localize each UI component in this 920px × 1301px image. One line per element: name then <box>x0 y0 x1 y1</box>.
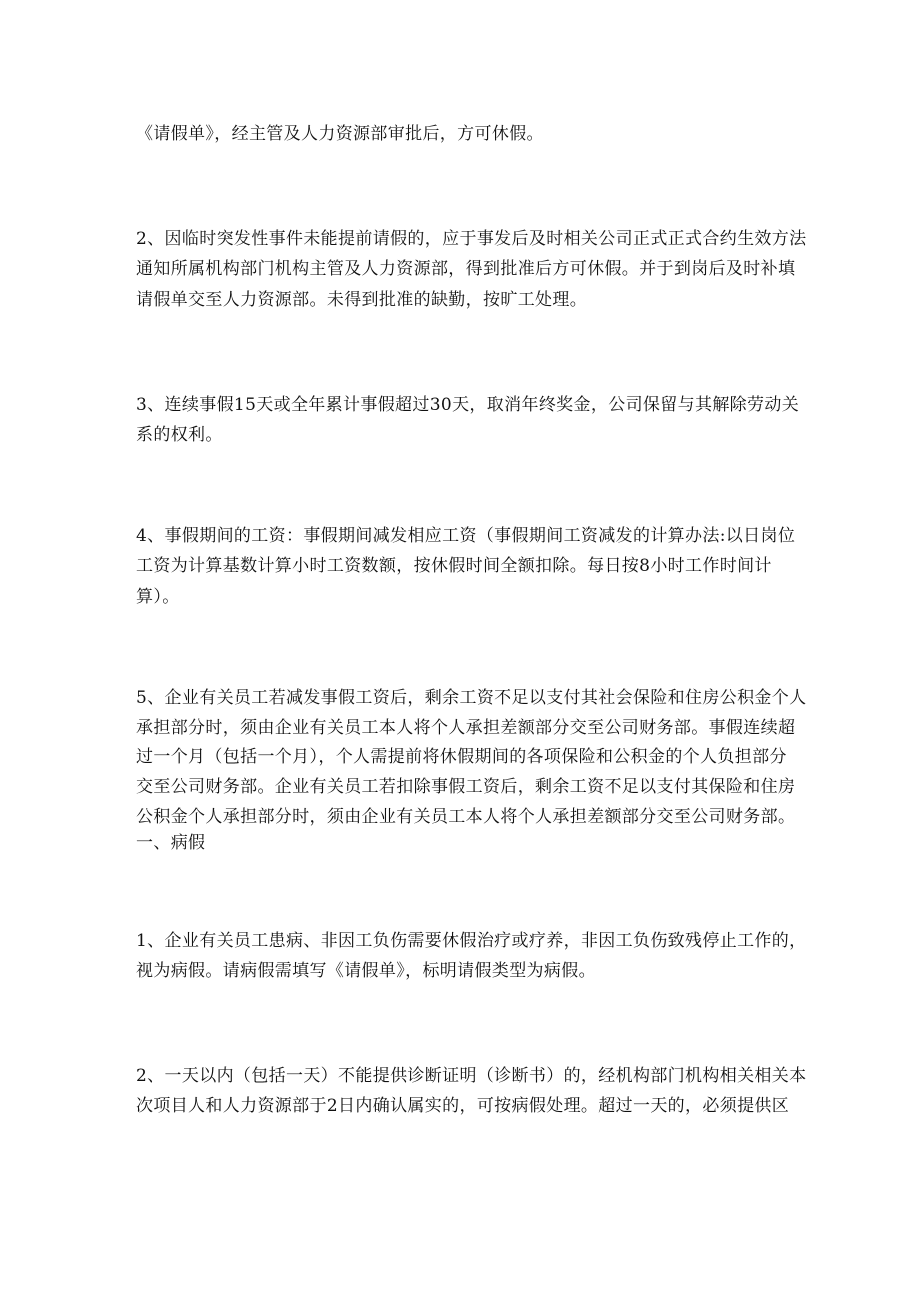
paragraph-3-line-3: 算）。 <box>136 587 180 607</box>
paragraph-1-line-1: 2、因临时突发性事件未能提前请假的，应于事发后及时相关公司正式正式合约生效方法 <box>136 229 807 249</box>
paragraph-4-line-4: 交至公司财务部。企业有关员工若扣除事假工资后，剩余工资不足以支付其保险和住房 <box>136 777 796 797</box>
paragraph-5-line-1: 1、企业有关员工患病、非因工负伤需要休假治疗或疗养，非因工负伤致残停止工作的， <box>136 931 807 951</box>
paragraph-2-line-1: 3、连续事假15天或全年累计事假超过30天，取消年终奖金，公司保留与其解除劳动关 <box>136 395 800 415</box>
paragraph-2-line-2: 系的权利。 <box>136 425 223 445</box>
paragraph-0-line-1: 《请假单》，经主管及人力资源部审批后，方可休假。 <box>136 124 544 144</box>
paragraph-4-line-5: 公积金个人承担部分时，须由企业有关员工本人将个人承担差额部分交至公司财务部。 <box>136 807 796 827</box>
paragraph-3-line-2: 工资为计算基数计算小时工资数额，按休假时间全额扣除。每日按8小时工作时间计 <box>136 556 772 576</box>
paragraph-4-line-2: 承担部分时，须由企业有关员工本人将个人承担差额部分交至公司财务部。事假连续超 <box>136 718 796 738</box>
paragraph-6-line-1: 2、一天以内（包括一天）不能提供诊断证明（诊断书）的，经机构部门机构相关相关本 <box>136 1066 807 1086</box>
paragraph-1-line-2: 通知所属机构部门机构主管及人力资源部，得到批准后方可休假。并于到岗后及时补填 <box>136 259 796 279</box>
section-heading-sick-leave: 一、病假 <box>136 833 206 853</box>
paragraph-6-line-2: 次项目人和人力资源部于2日内确认属实的，可按病假处理。超过一天的，必须提供区 <box>136 1096 790 1116</box>
paragraph-4-line-3: 过一个月（包括一个月），个人需提前将休假期间的各项保险和公积金的个人负担部分 <box>136 747 787 767</box>
paragraph-3-line-1: 4、事假期间的工资：事假期间减发相应工资（事假期间工资减发的计算办法:以日岗位 <box>136 526 796 546</box>
paragraph-5-line-2: 视为病假。请病假需填写《请假单》，标明请假类型为病假。 <box>136 961 596 981</box>
paragraph-1-line-3: 请假单交至人力资源部。未得到批准的缺勤，按旷工处理。 <box>136 290 588 310</box>
paragraph-4-line-1: 5、企业有关员工若减发事假工资后，剩余工资不足以支付其社会保险和住房公积金个人 <box>136 688 807 708</box>
